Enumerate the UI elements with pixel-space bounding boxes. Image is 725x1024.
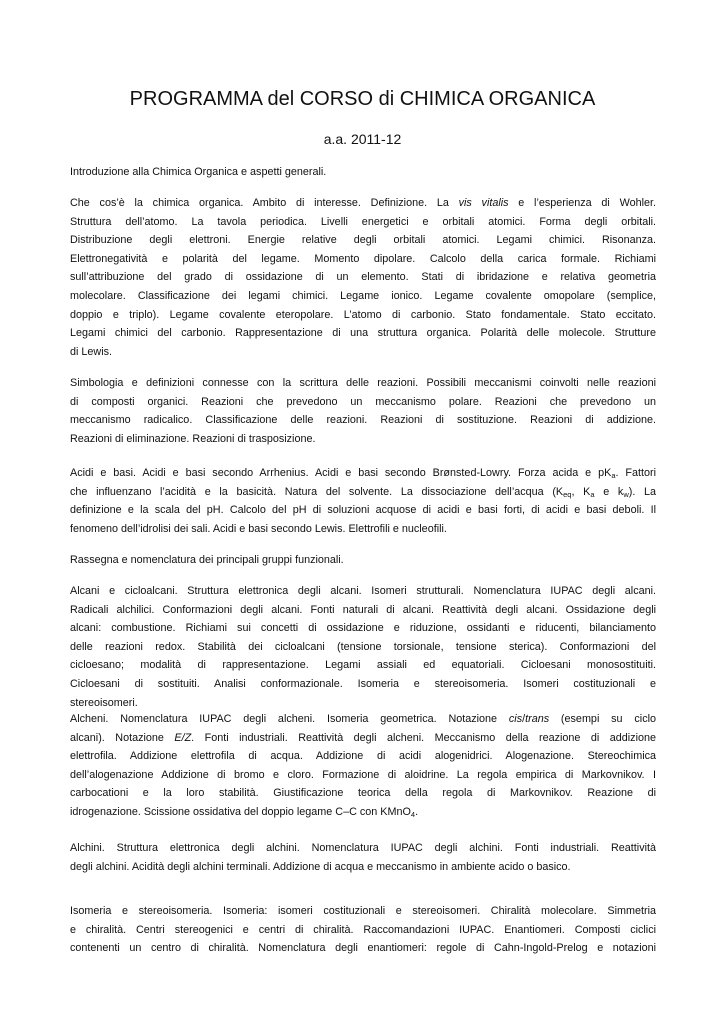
paragraph-acids-bases	[70, 464, 656, 538]
text-run: (esempi su ciclo	[549, 713, 656, 725]
paragraph-alkanes	[70, 582, 656, 712]
text-line	[70, 393, 656, 412]
text-line	[70, 710, 656, 729]
text-line	[70, 501, 656, 520]
paragraph-functional-groups	[70, 551, 656, 570]
text-run: Alcheni. Nomenclatura IUPAC degli alcheni. Isomeria geometrica. Notazione	[70, 713, 509, 725]
text-line	[70, 619, 656, 638]
text-line	[70, 483, 656, 502]
text-run: elettrofila. Addizione elettrofila di acqua. Addizione di acidi alogenidrici. Alogenazione. Stereochimica	[70, 750, 656, 763]
text-line	[70, 411, 656, 430]
italic-text: E/Z	[174, 731, 192, 744]
text-run: ). La	[628, 485, 657, 498]
text-run: e l’esperienza di Wohler.	[508, 197, 656, 209]
academic-year: a.a. 2011-12	[323, 131, 402, 147]
text-line	[70, 766, 656, 785]
text-line	[70, 601, 656, 620]
text-line	[70, 464, 656, 483]
text-run: doppio e triplo). Legame covalente eteropolare. L’atomo di carbonio. Stato fondamentale. Stato eccitato.	[70, 308, 656, 321]
text-run: molecolare. Classificazione dei legami chimici. Legame ionico. Legame covalente omopolare (semplice,	[70, 289, 656, 302]
text-run: Elettronegatività e polarità del legame. Momento dipolare. Calcolo della carica formale. Richiami	[70, 252, 656, 265]
text-line	[70, 520, 656, 539]
text-run: delle reazioni redox. Stabilità dei cicloalcani (tensione torsionale, tensione sterica). Conformazioni del	[70, 640, 656, 653]
text-line	[70, 250, 656, 269]
paragraph-alkenes	[70, 710, 656, 822]
text-run: alcani: combustione. Richiami sui concetti di ossidazione e riduzione, ossidanti e riducenti, bilanciamento	[70, 622, 656, 635]
text-line	[70, 582, 656, 601]
text-line	[70, 306, 656, 325]
text-run: Alchini. Struttura elettronica degli alchini. Nomenclatura IUPAC degli alchini. Fonti industriali. Reattività	[70, 842, 656, 854]
text-line	[70, 231, 656, 250]
text-line	[70, 803, 656, 822]
paragraph-stereoisomerism	[70, 902, 656, 958]
text-run: definizione e la scala del pH. Calcolo del pH di soluzioni acquose di acidi e basi forti, di acidi e basi deboli. Il	[70, 504, 656, 517]
text-run: Isomeria e stereoisomeria. Isomeria: isomeri costituzionali e stereoisomeri. Chiralità molecolare. Simmetria	[70, 905, 656, 917]
subscript: 4	[410, 809, 416, 819]
text-line	[70, 287, 656, 306]
text-run: idrogenazione. Scissione ossidativa del doppio legame C–C con KMnO	[70, 805, 411, 818]
text-line	[70, 374, 656, 393]
text-line	[70, 163, 656, 182]
text-run: Rassegna e nomenclatura dei principali gruppi funzionali.	[70, 554, 344, 566]
italic-text: trans	[525, 713, 550, 725]
text-run: Struttura dell’atomo. La tavola periodica. Livelli energetici e orbitali atomici. Forma degli orbitali.	[70, 215, 656, 228]
document-title: PROGRAMMA del CORSO di CHIMICA ORGANICA	[129, 88, 596, 110]
text-run: . Fattori	[615, 467, 656, 479]
text-line	[70, 656, 656, 675]
paragraph-alkynes	[70, 839, 656, 876]
text-line	[70, 194, 656, 213]
text-line	[70, 729, 656, 748]
italic-text: cis	[508, 713, 523, 725]
text-run: /	[522, 713, 526, 725]
text-line	[70, 638, 656, 657]
text-run: che influenzano l’acidità e la basicità. Natura del solvente. La dissociazione dell’acqua (K	[70, 485, 564, 498]
text-run: fenomeno dell’idrolisi dei sali. Acidi e basi secondo Lewis. Elettrofili e nucleofili.	[70, 522, 447, 535]
text-line	[70, 939, 656, 958]
italic-text: vis vitalis	[458, 197, 509, 209]
text-run: , K	[571, 485, 591, 498]
text-line	[70, 213, 656, 232]
text-line	[70, 784, 656, 803]
text-run: Introduzione alla Chimica Organica e aspetti generali.	[70, 166, 327, 178]
text-line	[70, 675, 656, 694]
text-run: .	[415, 805, 419, 818]
text-run: e k	[594, 485, 624, 498]
text-run: Alcani e cicloalcani. Struttura elettronica degli alcani. Isomeri strutturali. Nomenclatura IUPAC degli alcani.	[70, 585, 656, 597]
text-line	[70, 268, 656, 287]
text-line	[70, 921, 656, 940]
text-run: Legami chimici del carbonio. Rappresentazione di una struttura organica. Polarità delle molecole. Strutture	[70, 327, 656, 340]
text-run: di Lewis.	[70, 345, 113, 358]
text-run: dell’alogenazione Addizione di bromo e cloro. Formazione di aloidrine. La regola empirica di Markovnikov. I	[70, 768, 656, 781]
paragraph-fundamentals	[70, 194, 656, 361]
text-line	[70, 858, 656, 877]
text-run: Acidi e basi. Acidi e basi secondo Arrhenius. Acidi e basi secondo Brønsted-Lowry. Forza acida e pK	[70, 467, 612, 479]
text-run: meccanismo radicalico. Classificazione delle reazioni. Reazioni di sostituzione. Reazioni di addizione.	[70, 414, 656, 427]
text-run: sull’attribuzione del grado di ossidazione di un elemento. Stati di ibridazione e relativa geometria	[70, 271, 656, 284]
text-run: alcani). Notazione	[70, 731, 175, 744]
text-run: Radicali alchilici. Conformazioni degli alcani. Fonti naturali di alcani. Reattività degli alcani. Ossidazione degli	[70, 603, 656, 616]
text-run: Reazioni di eliminazione. Reazioni di trasposizione.	[70, 432, 316, 445]
text-line	[70, 343, 656, 362]
text-run: Distribuzione degli elettroni. Energie relative degli orbitali atomici. Legami chimici. Risonanza.	[70, 234, 656, 247]
subscript: eq	[563, 489, 572, 499]
text-run: . Fonti industriali. Reattività degli alcheni. Meccanismo della reazione di addizione	[191, 731, 656, 744]
text-run: contenenti un centro di chiralità. Nomenclatura degli enantiomeri: regole di Cahn-Ingold-Prelog e notazioni	[70, 942, 656, 955]
text-line	[70, 747, 656, 766]
text-line	[70, 902, 656, 921]
subscript: a	[611, 471, 616, 480]
subscript: a	[590, 489, 595, 499]
paragraph-reactions	[70, 374, 656, 448]
text-run: di composti organici. Reazioni che prevedono un meccanismo polare. Reazioni che prevedono un	[70, 395, 656, 408]
text-run: cicloesano; modalità di rappresentazione. Legami assiali ed equatoriali. Cicloesani monosostituiti.	[70, 659, 656, 672]
paragraph-intro	[70, 163, 656, 182]
text-run: carbocationi e la loro stabilità. Giustificazione teorica della regola di Markovnikov. Reazione di	[70, 787, 656, 800]
text-run: Cicloesani di sostituiti. Analisi conformazionale. Isomeria e stereoisomeria. Isomeri costituzionali e	[70, 677, 656, 690]
text-line	[70, 839, 656, 858]
subscript: w	[623, 489, 629, 499]
text-line	[70, 551, 656, 570]
text-run: stereoisomeri.	[70, 696, 138, 709]
text-run: e chiralità. Centri stereogenici e centri di chiralità. Raccomandazioni IUPAC. Enantiomeri. Composti ciclici	[70, 923, 656, 936]
text-line	[70, 324, 656, 343]
text-run: Simbologia e definizioni connesse con la scrittura delle reazioni. Possibili meccanismi coinvolti nelle reazioni	[70, 377, 656, 389]
text-run: Che cos’è la chimica organica. Ambito di interesse. Definizione. La	[70, 197, 459, 209]
text-run: degli alchini. Acidità degli alchini terminali. Addizione di acqua e meccanismo in ambiente acido o basico.	[70, 860, 571, 873]
text-line	[70, 430, 656, 449]
